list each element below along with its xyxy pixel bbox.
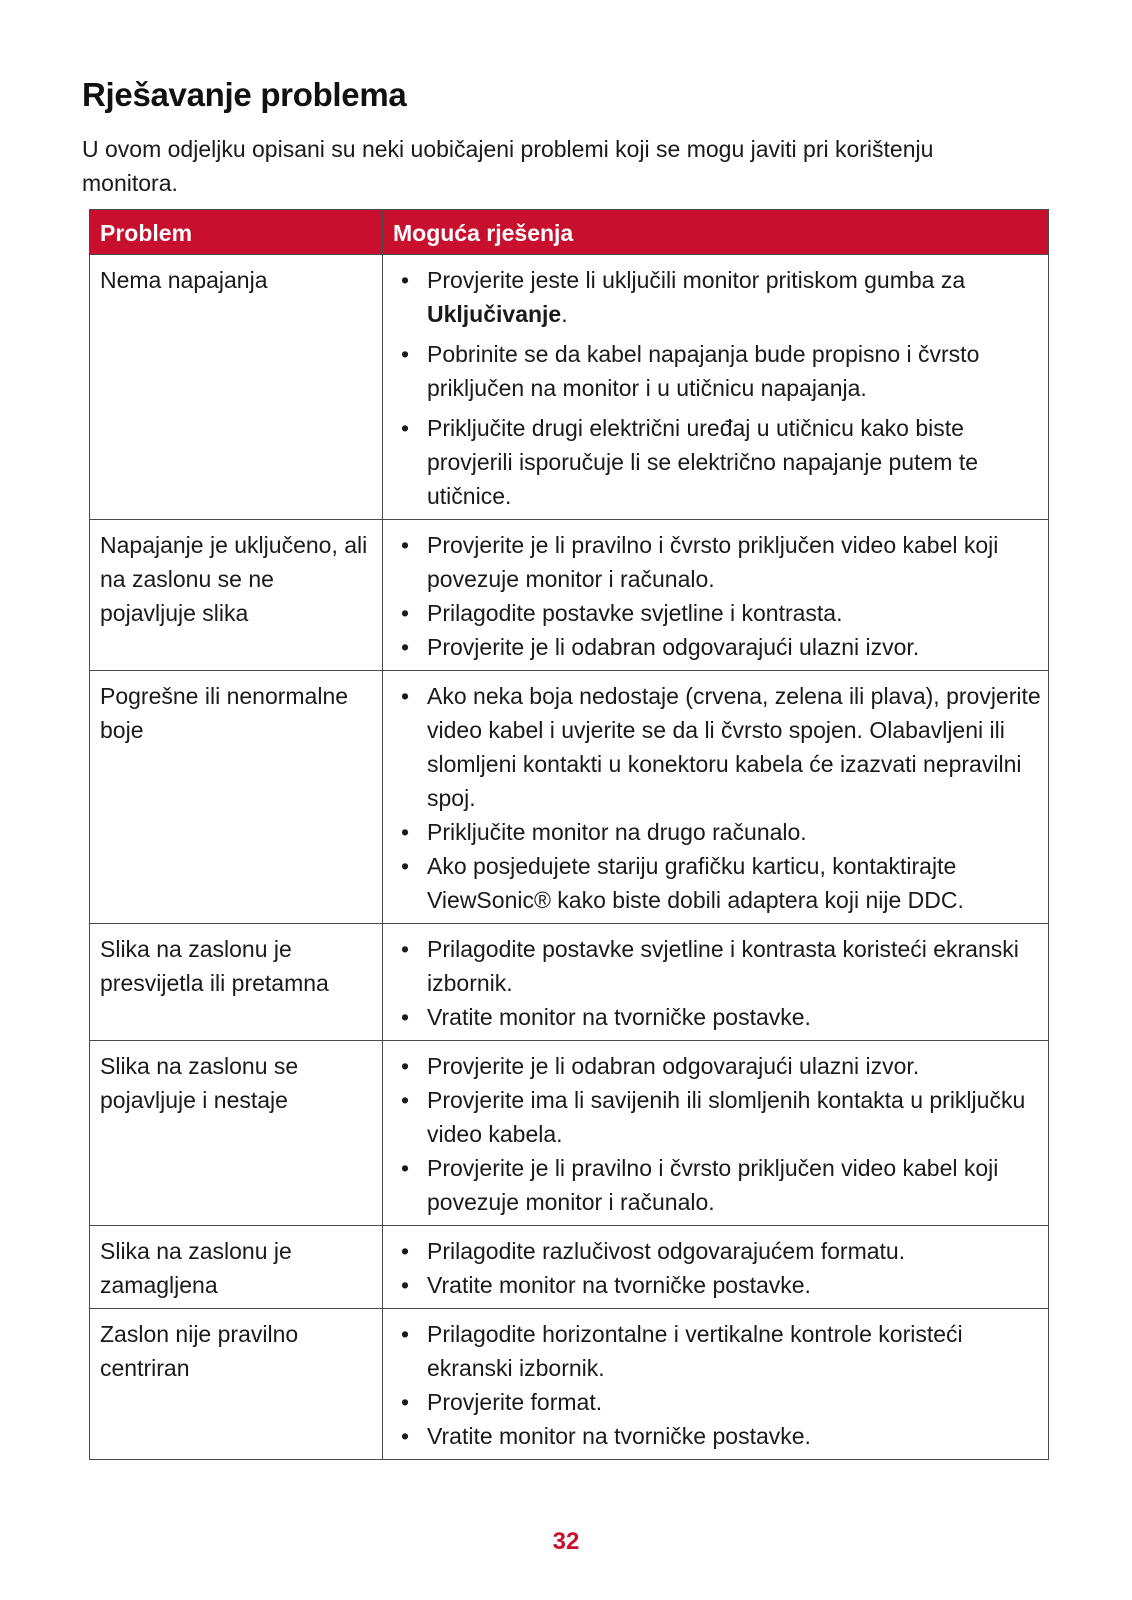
table-row [90,924,1049,1041]
solutions-cell [383,255,1049,520]
table-header-row [90,210,1049,255]
problem-cell: Slika na zaslonu je presvijetla ili pretamna [90,924,383,1041]
solutions-list [399,1234,1042,1302]
page-number: 32 [552,1528,580,1555]
solution-item [399,849,1042,917]
solution-item [399,1317,1042,1385]
solution-item [399,1151,1042,1219]
solution-item [399,411,1042,513]
solutions-list [399,1317,1042,1453]
solution-item [399,1083,1042,1151]
solution-bold-term: Uključivanje [427,301,562,327]
solution-text: Vratite monitor na tvorničke postavke. [427,1272,811,1298]
solution-item [399,1234,1042,1268]
solutions-list [399,679,1042,917]
solution-item [399,1268,1042,1302]
solutions-list [399,528,1042,664]
header-problem: Problem [90,210,383,255]
solution-text: Priključite drugi električni uređaj u utičnicu kako biste provjerili isporučuje li se električno napajanje putem te utičnice. [427,415,979,509]
problem-cell: Zaslon nije pravilno centriran [90,1309,383,1460]
solution-item [399,528,1042,596]
solution-item [399,263,1042,331]
solution-item [399,337,1042,405]
solution-text: Vratite monitor na tvorničke postavke. [427,1423,811,1449]
problem-cell: Napajanje je uključeno, ali na zaslonu se ne pojavljuje slika [90,520,383,671]
solution-text: Provjerite je li pravilno i čvrsto priključen video kabel koji povezuje monitor i računalo. [427,1155,999,1215]
solution-item [399,1419,1042,1453]
solution-item [399,679,1042,815]
solution-item [399,932,1042,1000]
solution-item [399,815,1042,849]
solutions-cell [383,671,1049,924]
solution-text: Provjerite ima li savijenih ili slomljenih kontakta u priključku video kabela. [427,1087,1026,1147]
solution-text: Provjerite jeste li uključili monitor pritiskom gumba za [427,267,966,293]
solution-text: Ako neka boja nedostaje (crvena, zelena ili plava), provjerite video kabel i uvjerite se da li čvrsto spojen. Olabavljeni ili slomljeni kontakti u konektoru kabela će izazvati nepravilni spoj. [427,683,1041,811]
table-row [90,1309,1049,1460]
troubleshooting-table [89,209,1049,1460]
table-row [90,1041,1049,1226]
solution-item [399,630,1042,664]
table-row [90,520,1049,671]
solutions-cell [383,1226,1049,1309]
solutions-cell [383,1041,1049,1226]
solutions-list [399,1049,1042,1219]
solutions-cell [383,520,1049,671]
solution-text: Provjerite je li odabran odgovarajući ulazni izvor. [427,1053,920,1079]
intro-paragraph: U ovom odjeljku opisani su neki uobičajeni problemi koji se mogu javiti pri korištenju monitora. [82,136,934,196]
problem-cell: Slika na zaslonu je zamagljena [90,1226,383,1309]
problem-cell: Slika na zaslonu se pojavljuje i nestaje [90,1041,383,1226]
solution-item [399,1049,1042,1083]
solution-item [399,1385,1042,1419]
solution-text: Provjerite je li pravilno i čvrsto priključen video kabel koji povezuje monitor i računalo. [427,532,999,592]
solution-text: Prilagodite horizontalne i vertikalne kontrole koristeći ekranski izbornik. [427,1321,963,1381]
solution-text: Vratite monitor na tvorničke postavke. [427,1004,811,1030]
solutions-list [399,263,1042,513]
solution-text: Priključite monitor na drugo računalo. [427,819,807,845]
solution-item [399,596,1042,630]
solution-text: Prilagodite postavke svjetline i kontrasta koristeći ekranski izbornik. [427,936,1019,996]
solution-item [399,1000,1042,1034]
solutions-list [399,932,1042,1034]
page-title: Rješavanje problema [82,76,407,113]
solutions-cell [383,924,1049,1041]
solution-text: Prilagodite razlučivost odgovarajućem formatu. [427,1238,906,1264]
solution-text: Prilagodite postavke svjetline i kontrasta. [427,600,843,626]
solution-text: Provjerite format. [427,1389,603,1415]
problem-cell: Pogrešne ili nenormalne boje [90,671,383,924]
solution-text: Ako posjedujete stariju grafičku karticu, kontaktirajte ViewSonic® kako biste dobili adaptera koji nije DDC. [427,853,964,913]
table-row [90,671,1049,924]
solution-text: Pobrinite se da kabel napajanja bude propisno i čvrsto priključen na monitor i u utičnicu napajanja. [427,341,980,401]
header-solutions: Moguća rješenja [383,210,1049,255]
solutions-cell [383,1309,1049,1460]
solution-text: Provjerite je li odabran odgovarajući ulazni izvor. [427,634,920,660]
table-row [90,1226,1049,1309]
solution-suffix: . [561,301,568,327]
table-row [90,255,1049,520]
problem-cell: Nema napajanja [90,255,383,520]
